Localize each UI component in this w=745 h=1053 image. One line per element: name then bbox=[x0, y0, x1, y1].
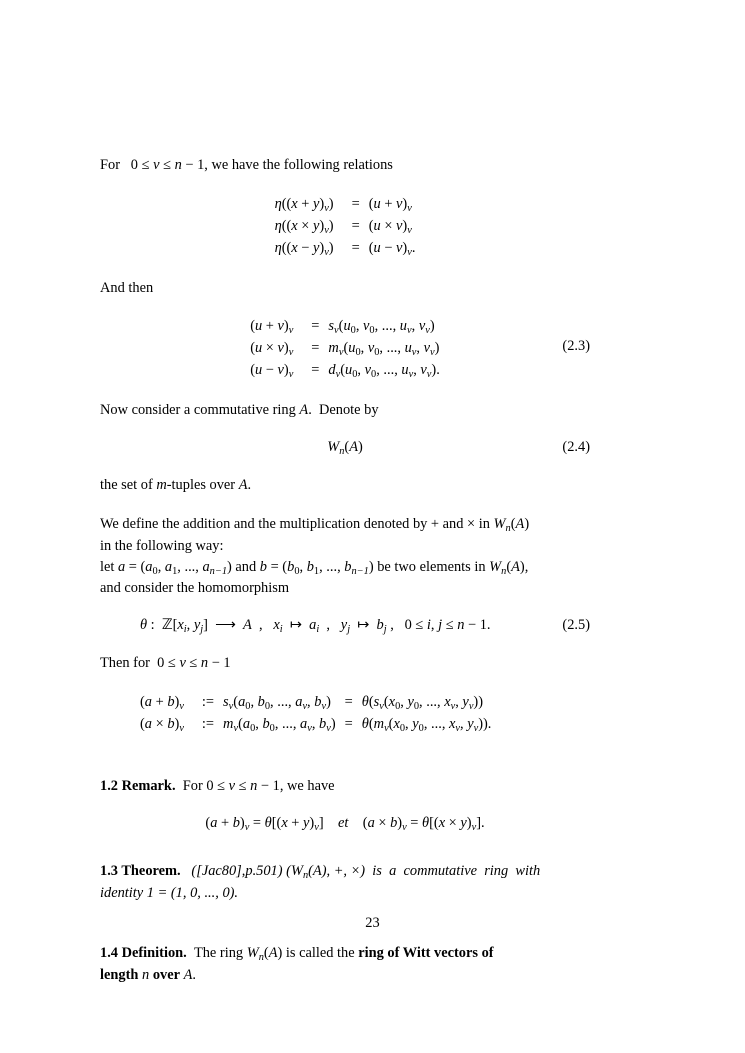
equation-tag: (2.4) bbox=[562, 438, 590, 455]
theorem-citation: ([Jac80],p.501) bbox=[191, 862, 283, 879]
equation-row: $(a + b)_\nu$ := $s_\nu(a_0$, $b_0$, ..., $a_\nu$, $b_\nu$) = $\theta(s_\nu(x_0$, $y_0$, ..., $x_\nu$, $y_\nu$)) bbox=[140, 694, 484, 712]
paragraph-and-then: And then bbox=[100, 279, 154, 296]
equation-row: $\eta((x - y)_\nu)$ = $(u - v)_\nu$. bbox=[274, 239, 416, 258]
remark-number: 1.2 Remark. bbox=[100, 777, 176, 794]
paragraph-now-consider: Now consider a commutative ring A. Denote by bbox=[100, 402, 379, 419]
equation-tag: (2.3) bbox=[562, 338, 590, 355]
remark-equation: $(a + b)_\nu = \theta[(x + y)_\nu]$ et $(a \times b)_\nu = \theta[(x \times y)_\nu]$. bbox=[205, 814, 485, 833]
equation-theta bbox=[100, 617, 590, 635]
page-footer bbox=[0, 915, 745, 932]
equation-theta-body: θ : $ℤ[x_i$, $y_j$] ⟶ A , $x_i$ ↦ $a_i$ , $y_j$ ↦ $b_j$ , 0 ≤ i, j ≤ n − 1. bbox=[140, 617, 491, 636]
equation-row: $\eta((x + y)_\nu)$ = $(u + v)_\nu$ bbox=[274, 195, 412, 214]
equation-group-ab bbox=[140, 692, 590, 736]
equation-tag: (2.5) bbox=[562, 617, 590, 634]
equation-row: $(a \times b)_\nu$ := $m_\nu(a_0$, $b_0$, ..., $a_\nu$, $b_\nu$) = $\theta(m_\nu(x_0$, $y_0$, ..., $x_\nu$, $y_\nu$)). bbox=[140, 715, 492, 734]
equation-row: $(u + v)_\nu$ = $s_\nu(u_0$, $v_0$, ..., $u_\nu$, $v_\nu$) bbox=[250, 318, 435, 337]
definition-block: 1.4 Definition. The ring $W_n(A)$ is called the ring of Witt vectors of length n over A. bbox=[100, 945, 494, 984]
definition-number: 1.4 Definition. bbox=[100, 945, 187, 962]
remark-block: 1.2 Remark. For 0 ≤ ν ≤ n − 1, we have bbox=[100, 777, 335, 794]
equation-wn-body: $W_n(A)$ bbox=[327, 438, 363, 457]
paragraph-define: We define the addition and the multiplication denoted by + and × in $W_n(A)$ in the following way: let $a = (a_0$, $a_1$, ..., $a_{n-1}$) and $b = (b_0$, $b_1$, ..., $b_{n-1}$) be two elements in $W_n(A)$, and consider the homomorphism bbox=[100, 515, 530, 597]
paragraph-then-for: Then for 0 ≤ ν ≤ n − 1 bbox=[100, 655, 231, 672]
equation-row: $(u - v)_\nu$ = $d_\nu(u_0$, $v_0$, ..., $u_\nu$, $v_\nu$). bbox=[250, 362, 440, 381]
page-number: 23 bbox=[365, 915, 380, 931]
equation-row: $(u \times v)_\nu$ = $m_\nu(u_0$, $v_0$, ..., $u_\nu$, $v_\nu$) bbox=[250, 340, 440, 359]
equation-group-eta bbox=[100, 194, 590, 260]
equation-row: $\eta((x \times y)_\nu)$ = $(u \times v)_\nu$ bbox=[274, 217, 412, 236]
theorem-block: 1.3 Theorem. ([Jac80],p.501) ($W_n(A)$, +, ×) is a commutative ring with identity 1 = (1, 0, ..., 0). bbox=[100, 862, 541, 901]
equation-group-sums bbox=[100, 316, 590, 382]
theorem-number: 1.3 Theorem. bbox=[100, 862, 181, 879]
paragraph-intro: For 0 ≤ ν ≤ n − 1, we have the following relations bbox=[100, 157, 393, 173]
document-body bbox=[100, 155, 590, 986]
paragraph-tuples: the set of m-tuples over A. bbox=[100, 476, 252, 493]
equation-wn bbox=[100, 439, 590, 457]
